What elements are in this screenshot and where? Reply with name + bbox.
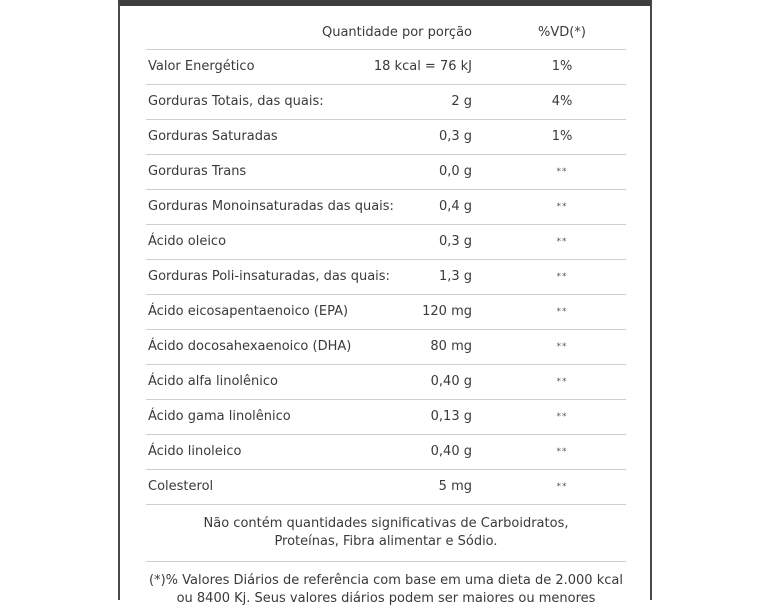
nutrient-daily-value: 1% [551, 59, 573, 74]
nutrient-name: Ácido linoleico [148, 444, 242, 459]
nutrition-facts-card [118, 0, 652, 606]
nutrient-quantity: 0,0 g [438, 164, 472, 179]
no-content-line-1: Não contém quantidades significativas de Carboidratos, [203, 516, 569, 531]
header-daily-value: %VD(*) [538, 25, 586, 40]
header-quantity: Quantidade por porção [321, 25, 472, 40]
nutrient-daily-value: ** [556, 412, 568, 422]
nutrient-daily-value: ** [556, 342, 568, 352]
nutrient-daily-value: ** [556, 202, 568, 212]
footnote-line-2: ou 8400 Kj. Seus valores diários podem ser maiores ou menores [176, 591, 596, 606]
nutrient-daily-value: 1% [551, 129, 573, 144]
nutrient-quantity: 0,3 g [438, 129, 472, 144]
nutrient-daily-value: ** [556, 307, 568, 317]
table-row [146, 190, 626, 225]
nutrient-quantity: 2 g [451, 94, 472, 109]
nutrient-name: Gorduras Poli-insaturadas, das quais: [148, 269, 390, 284]
table-row [146, 330, 626, 365]
table-row [146, 400, 626, 435]
nutrient-quantity: 0,40 g [430, 374, 472, 389]
nutrient-daily-value: 4% [551, 94, 573, 109]
nutrient-name: Valor Energético [148, 59, 255, 74]
table-row [146, 155, 626, 190]
nutrient-name: Gorduras Saturadas [148, 129, 278, 144]
nutrient-daily-value: ** [556, 237, 568, 247]
nutrient-daily-value: ** [556, 272, 568, 282]
nutrient-quantity: 1,3 g [438, 269, 472, 284]
nutrient-name: Ácido eicosapentaenoico (EPA) [148, 304, 349, 319]
table-row [146, 470, 626, 505]
nutrient-quantity: 0,40 g [430, 444, 472, 459]
table-row [146, 120, 626, 155]
table-row [146, 260, 626, 295]
table-row [146, 50, 626, 85]
nutrient-daily-value: ** [556, 167, 568, 177]
table-row [146, 435, 626, 470]
no-content-note [146, 515, 626, 551]
nutrient-daily-value: ** [556, 447, 568, 457]
table-row [146, 365, 626, 400]
footnote-line-1: (*)% Valores Diários de referência com base em uma dieta de 2.000 kcal [149, 573, 623, 588]
nutrient-name: Colesterol [148, 479, 214, 494]
divider [146, 561, 626, 562]
nutrient-name: Gorduras Monoinsaturadas das quais: [148, 199, 394, 214]
daily-value-footnote [146, 572, 626, 608]
nutrition-table [146, 20, 626, 505]
nutrient-quantity: 0,3 g [438, 234, 472, 249]
nutrient-name: Ácido gama linolênico [148, 409, 291, 424]
nutrient-name: Ácido oleico [148, 234, 227, 249]
nutrient-quantity: 120 mg [422, 304, 472, 319]
table-body [146, 50, 626, 505]
nutrient-daily-value: ** [556, 377, 568, 387]
nutrient-daily-value: ** [556, 482, 568, 492]
nutrient-name: Ácido docosahexaenoico (DHA) [148, 339, 352, 354]
table-row [146, 225, 626, 260]
nutrient-quantity: 0,4 g [438, 199, 472, 214]
nutrient-quantity: 0,13 g [430, 409, 472, 424]
table-row [146, 295, 626, 330]
table-row [146, 85, 626, 120]
nutrient-quantity: 80 mg [430, 339, 472, 354]
nutrient-name: Gorduras Trans [148, 164, 247, 179]
nutrient-quantity: 5 mg [438, 479, 472, 494]
no-content-line-2: Proteínas, Fibra alimentar e Sódio. [274, 534, 498, 549]
nutrient-quantity: 18 kcal = 76 kJ [373, 59, 472, 74]
nutrient-name: Ácido alfa linolênico [148, 374, 278, 389]
table-header [146, 20, 626, 50]
nutrient-name: Gorduras Totais, das quais: [148, 94, 324, 109]
